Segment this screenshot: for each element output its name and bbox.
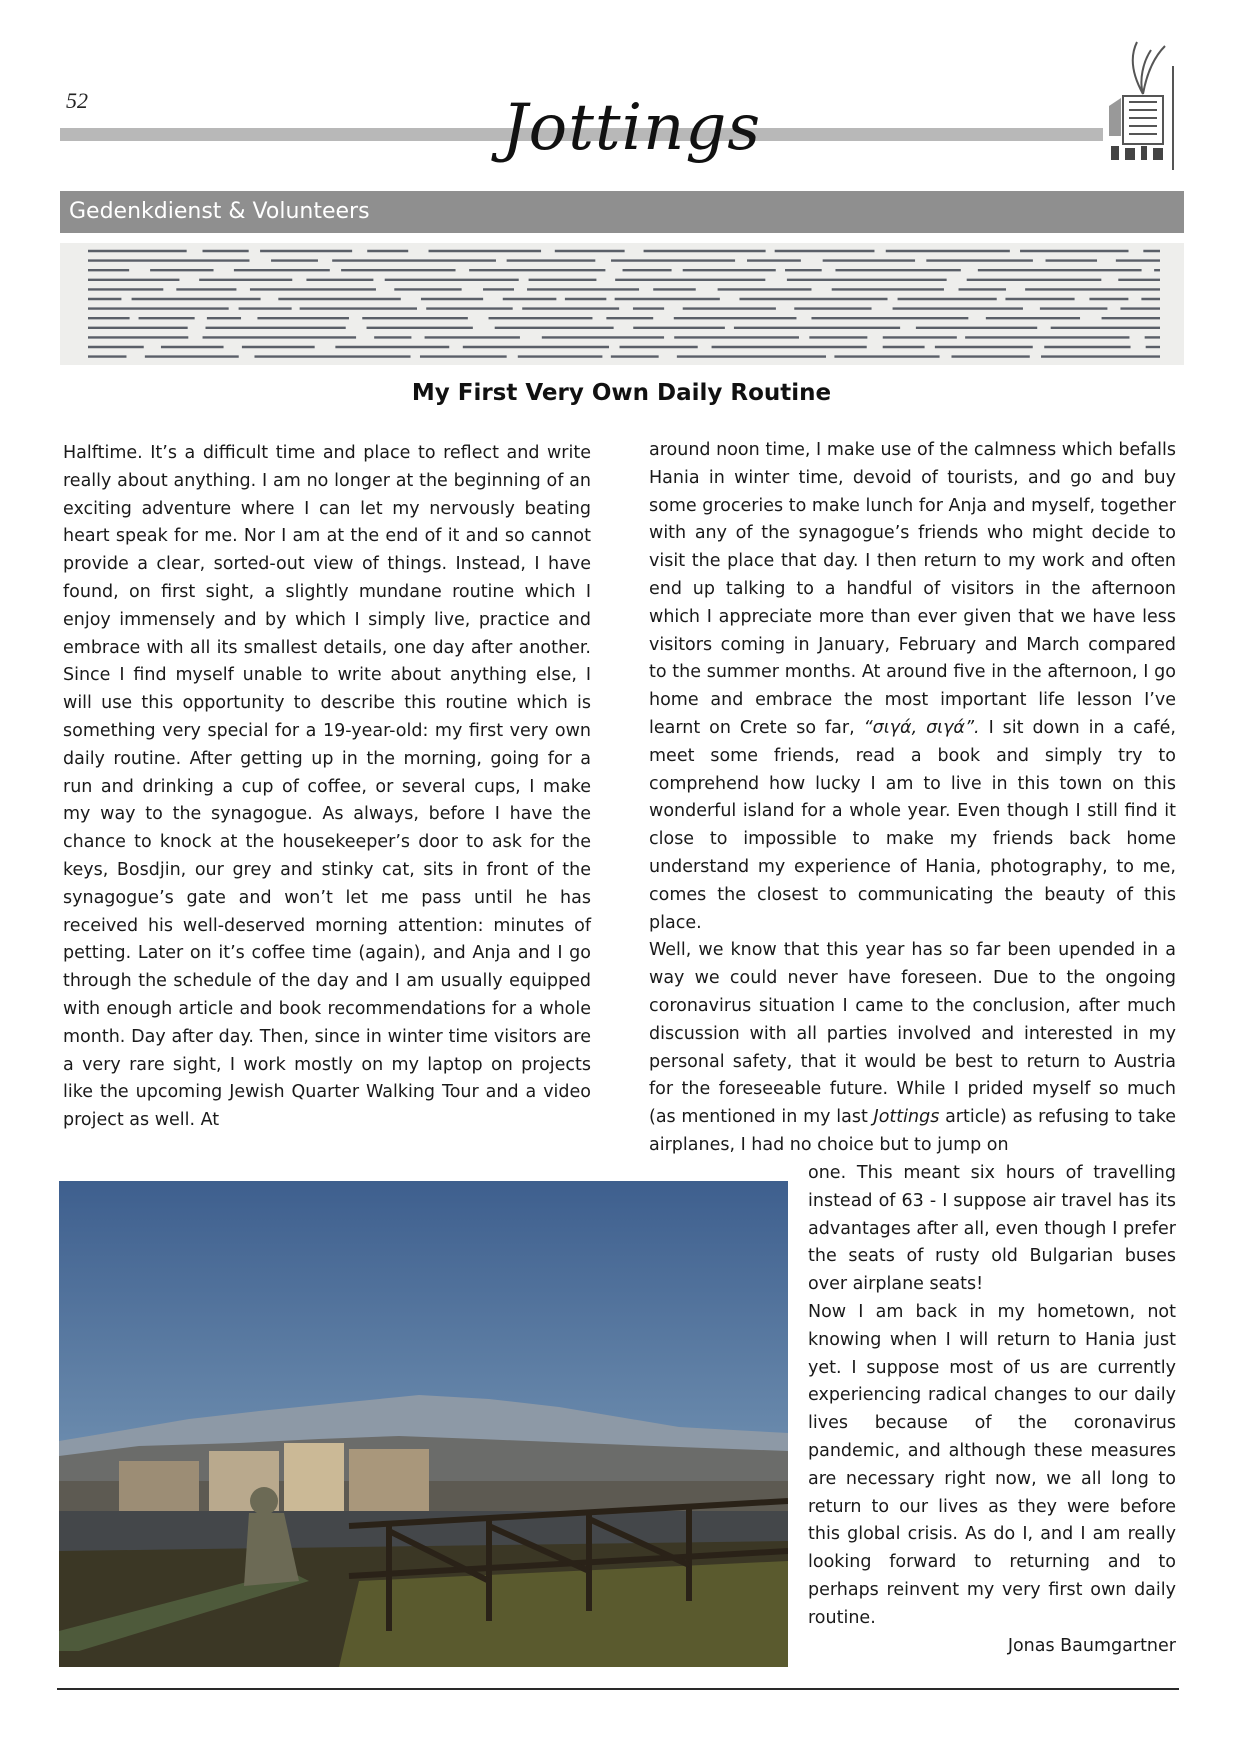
harbour-photo-icon	[59, 1181, 788, 1667]
paragraph-right-2	[649, 937, 1176, 1159]
article-column-left	[63, 440, 591, 1135]
author-signature: Jonas Baumgartner	[1007, 1635, 1176, 1656]
greek-quote: “σιγά, σιγά”.	[863, 717, 980, 738]
text-span: I sit down in a café, meet some friends, read a book and simply try to comprehend how lucky I am to live in this town on this wonderful island for a whole year. Even though I still find it close to impossible to make my friends back home understand my experience of Hania, photography, to me, comes the closest to communicating the beauty of this place.	[649, 717, 1176, 933]
paragraph-left: Halftime. It’s a difficult time and place to reflect and write really about anything. I am no longer at the beginning of an exciting adventure where I can let my nervously beating heart speak for me. Nor I am at the end of it and so cannot provide a clear, sorted-out view of things. Instead, I have found, on first sight, a slightly mundane routine which I enjoy immensely and by which I simply live, practice and embrace with all its smallest details, one day after another. Since I find myself unable to write about anything else, I will use this opportunity to describe this routine which is something very special for a 19-year-old: my first very own daily routine. After getting up in the morning, going for a run and drinking a cup of coffee, or several cups, I make my way to the synagogue. As always, before I have the chance to knock at the housekeeper’s door to ask for the keys, Bosdjin, our grey and stinky cat, sits in front of the synagogue’s gate and won’t let me pass until he has received his well-deserved morning attention: minutes of petting. Later on it’s coffee time (again), and Anja and I go through the schedule of the day and I am usually equipped with enough article and book recommendations for a whole month. Day after day. Then, since in winter time visitors are a very rare sight, I work mostly on my laptop on projects like the upcoming Jewish Quarter Walking Tour and a video project as well. At	[63, 443, 591, 1131]
text-span: article) as refusing to take airplanes, I had no choice but to jump on	[649, 1107, 1176, 1155]
text-span: around noon time, I make use of the calmness which befalls Hania in winter time, devoid of tourists, and go and buy some groceries to make lunch for Anja and myself, together with any of the synagogue’s friends who might decide to visit the place that day. I then return to my work and often end up talking to a handful of visitors in the afternoon which I appreciate more than ever given that we have less visitors coming in January, February and March compared to the summer months. At around five in the afternoon, I go home and embrace the most important life lesson I’ve learnt on Crete so far,	[649, 440, 1176, 738]
page-number: 52	[66, 88, 88, 113]
jottings-menorah-logo-icon	[1103, 36, 1185, 170]
paragraph-right-3: one. This meant six hours of travelling instead of 63 - I suppose air travel has its advantages after all, even though I prefer the seats of rusty old Bulgarian buses over airplane seats!	[808, 1163, 1176, 1295]
footer-rule	[57, 1688, 1179, 1690]
article-column-right-continued	[808, 1160, 1176, 1660]
jottings-italic: Jottings	[873, 1107, 940, 1128]
masthead-title: Jottings	[502, 91, 762, 165]
text-lines-pattern-icon	[60, 243, 1184, 365]
article-column-right	[649, 437, 1176, 1160]
text-span: Well, we know that this year has so far been upended in a way we could never have foreseen. Due to the ongoing coronavirus situation I came to the conclusion, after much discussion with all parties involved and interested in my personal safety, that it would be best to return to Austria for the foreseeable future. While I prided myself so much (as mentioned in my last	[649, 940, 1176, 1128]
paragraph-right-1	[649, 437, 1176, 937]
section-heading-bar: Gedenkdienst & Volunteers	[60, 191, 1184, 233]
paragraph-right-4: Now I am back in my hometown, not knowing when I will return to Hania just yet. I suppose most of us are currently experiencing radical changes to our daily lives because of the coronavirus pandemic, and although these measures are necessary right now, we all long to return to our lives as they were before this global crisis. As do I, and I am really looking forward to returning and to perhaps reinvent my very first own daily routine.	[808, 1301, 1176, 1628]
article-title: My First Very Own Daily Routine	[411, 380, 832, 406]
